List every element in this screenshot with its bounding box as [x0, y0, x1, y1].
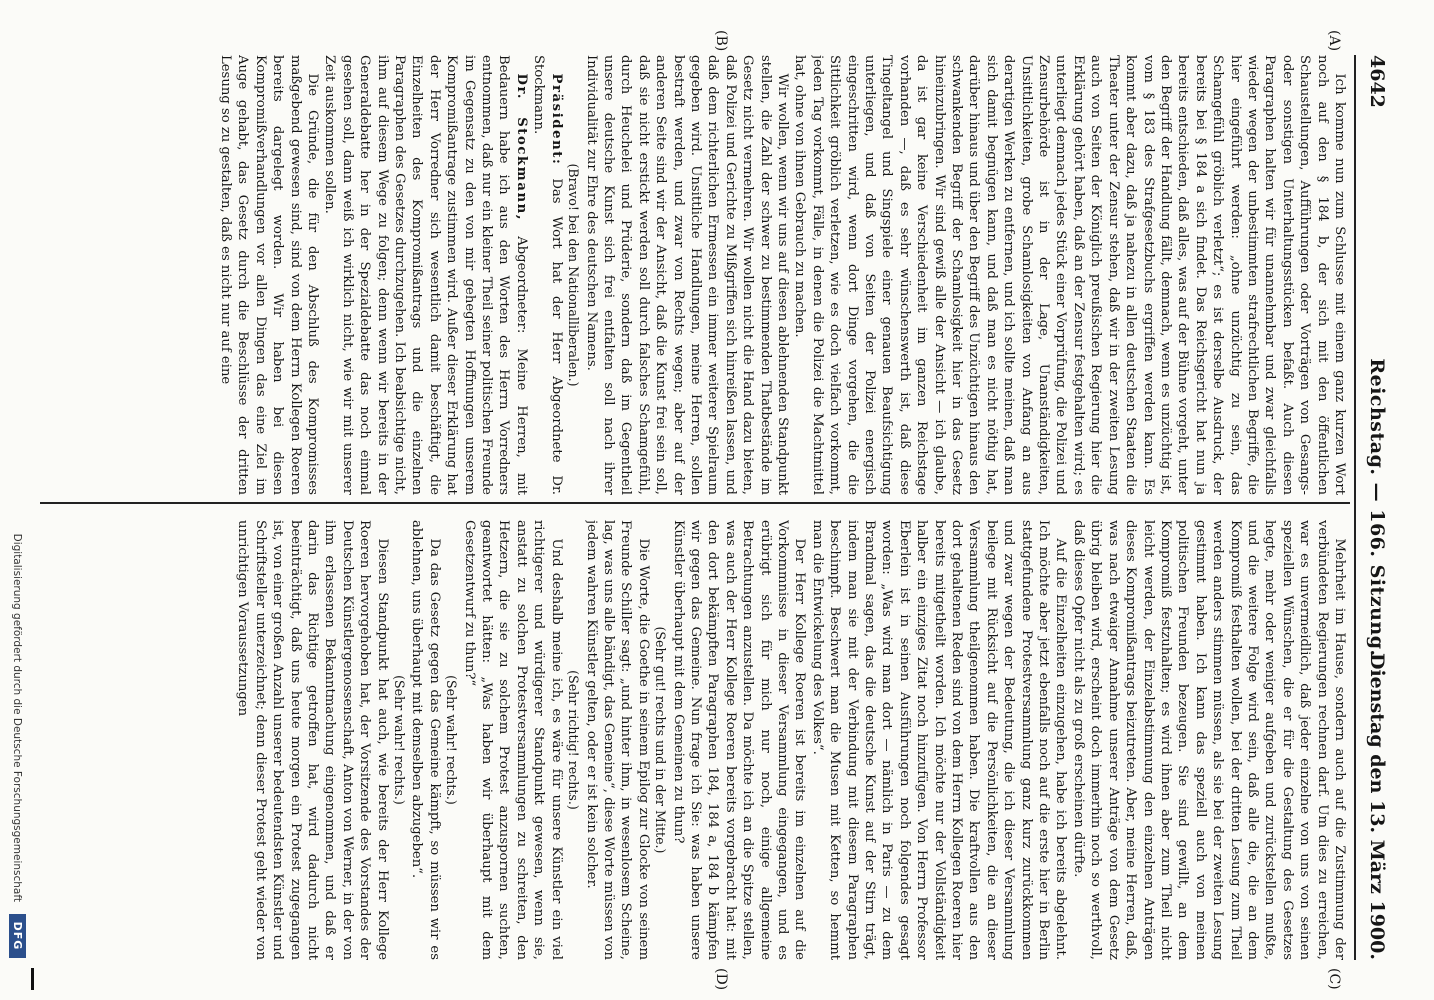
header-rule: [1354, 55, 1356, 960]
funding-credit: Digitalisierung gefördert durch die Deutsche Forschungsgemeinschaft: [11, 533, 23, 902]
column-divider: [40, 502, 1350, 504]
dfg-logo: DFG: [9, 914, 26, 958]
page-header: [1360, 55, 1390, 960]
paragraph: Die Worte, die Goethe in seinem Epilog zur Glocke von seinem Freunde Schiller sagt: „und hinter ihm, in wesenlosem Scheine, lag, was uns alle bändigt, das Gemeine“, diese Worte müssen von jedem wahren Künstler gelten, oder er ist kein solcher.: [583, 520, 651, 960]
paragraph: Die Gründe, die für den Abschluß des Kompromisses maßgebend gewesen sind, sind von dem Herrn Kollegen Roeren bereits dargelegt worden. Wir haben bei diesen Kompromißverhandlungen vor allen Dingen das eine Ziel im Auge gehabt, das Gesetz durch die Beschlüsse der dritten Lesung so zu gestalten, daß es nicht nur auf eine: [218, 55, 321, 495]
paragraph: Diesen Standpunkt hat auch, wie bereits der Herr Kollege Roeren hervorgehoben hat, der Vorsitzende des Vorstandes der Deutschen Künstlergenossenschaft, Anton von Werner, in der von ihm erlassenen Bekanntmachung eingenommen, und daß er darin das Richtige getroffen hat, wird dadurch nicht beeinträchtigt, daß uns heute morgen ein Protest zugegangen ist, von einer großen Anzahl unserer bedeutendsten Künstler und Schriftsteller unterzeichnet; denn dieser Protest geht wieder von unrichtigen Voraussetzungen: [235, 520, 390, 960]
margin-letter-b: (B): [713, 30, 729, 52]
speaker-paragraph: [530, 55, 565, 495]
margin-letter-c: (C): [1326, 968, 1342, 990]
running-title: Reichstag. — 166. Sitzung.: [1366, 358, 1388, 657]
audience-reaction: (Sehr gut! rechts und in der Mitte.): [653, 626, 669, 854]
right-column: [48, 520, 1348, 960]
audience-reaction: (Bravo! bei den Nationalliberalen.): [566, 163, 582, 387]
audience-reaction: (Sehr wahr! rechts.): [392, 675, 408, 805]
page-number: 4642: [1366, 55, 1388, 108]
paragraph: Und deshalb meine ich, es wäre für unsere Künstler ein viel richtigerer und würdigerer Standpunkt gewesen, wenn sie, anstatt zu solchen Protestversammlungen zu schreiten, den Hetzern, die sie zu solchem Protest anzuspornen suchten, geantwortet hätten: „Was haben wir überhaupt mit dem Gesetzentwurf zu thun?“: [461, 520, 564, 960]
digitization-footer: [6, 40, 26, 960]
audience-reaction: (Sehr wahr! rechts.): [444, 675, 460, 805]
scan-mark: [31, 968, 34, 990]
paragraph: Mehrheit im Hause, sondern auch auf die Zustimmung der verbündeten Regierungen rechnen darf. Um dies zu erreichen, war es unvermeidlich, daß jeder einzelne von uns von seinen speziellen Wünschen, die er für die Gestaltung des Gesetzes hegte, mehr oder weniger aufgeben und zurückstellen mußte, und die weitere Folge wird sein, daß alle die, die an dem Kompromiß festhalten wollen, bei der dritten Lesung zum Theil werden anders stimmen müssen, als sie bei der zweiten Lesung gestimmt haben. Ich kann das speziell auch von meinen politischen Freunden bezeugen. Sie sind gewillt, an dem Kompromiß festzuhalten; es wird ihnen aber zum Theil nicht leicht werden, der Einzelabstimmung den einzelnen Anträgen dieses Kompromißantrags beizutreten. Aber, meine Herren, daß, was nach etwaiger Annahme unserer Anträge von dem Gesetz übrig bleiben wird, erscheint doch immerhin noch so werthvoll, daß dieses Opfer nicht als zu groß erscheinen dürfte.: [1070, 520, 1347, 960]
paragraph: Der Herr Kollege Roeren ist bereits im einzelnen auf die Vorkommnisse in dieser Versammlung eingegangen, und es erübrigt sich für mich nur noch, einige allgemeine Betrachtungen anzustellen. Da möchte ich an die Spitze stellen, was auch der Herr Kollege Roeren bereits vorgebracht hat: mit den dort bekämpften Paragraphen 184, 184 a, 184 b kämpfen wir gegen das Gemeine. Nun frage ich Sie: was haben unsere Künstler überhaupt mit dem Gemeinen zu thun?: [670, 520, 808, 960]
paragraph: Auf die Einzelheiten einzugehen, habe ich bereits abgelehnt. Ich möchte aber jetzt ebenfalls noch auf die erste hier in Berlin stattgefundene Protestversammlung ganz kurz zurückkommen und zwar wegen der Bedeutung, die ich dieser Versammlung beilege mit Rücksicht auf die Persönlichkeiten, die an dieser Versammlung theilgenommen haben. Die kraftvollen aus den dort gehaltenen Reden sind von dem Herrn Kollegen Roeren hier bereits mitgetheilt worden. Ich möchte nur der Vollständigkeit halber ein einziges Zitat noch hinzufügen. Von Herrn Professor Eberlein ist in seinen Ausführungen noch folgendes gesagt worden: „Was wird man dort — nämlich in Paris — zu dem Brandmal sagen, das die deutsche Kunst auf der Stirn trägt, indem man sie mit der Verbindung mit diesem Paragraphen beschimpft. Beschwert man die Musen mit Ketten, so hemmt man die Entwickelung des Volkes“.: [809, 520, 1069, 960]
paragraph: Ich komme nun zum Schlusse mit einem ganz kurzen Wort noch auf den § 184 b, der sich mit den öffentlichen Schaustellungen, Aufführungen oder Vorträgen von Gesangs- oder sonstigen Unterhaltungsstücken befaßt. Auch diesen Paragraphen halten wir für unannehmbar und zwar gleichfalls wieder wegen der unbestimmten strafrechtlichen Begriffe, die hier eingeführt werden: „ohne unzüchtig zu sein, das Schamgefühl gröblich verletzt“; es ist derselbe Ausdruck, der bereits bei § 184 a sich findet. Das Reichsgericht hat nun ja bereits entschieden, daß alles, was auf der Bühne vorgeht, unter den Begriff der Handlung fällt, demnach, wenn es unzüchtig ist, vom § 183 des Strafgesetzbuchs ergriffen werden kann. Es kommt aber dazu, daß ja nahezu in allen deutschen Staaten die Theater unter der Zensur stehen, daß wir in der zweiten Lesung auch von Seiten der Königlich preußischen Regierung hier die Erklärung gehört haben, daß an der Zensur festgehalten wird; es unterliegt demnach jedes Stück einer Vorprüfung, die Polizei und Zensurbehörde ist in der Lage, Unanständigkeiten, Unsittlichkeiten, grobe Schamlosigkeiten von Anfang an aus derartigen Werken zu entfernen, und ich sollte meinen, daß man sich damit begnügen kann, und daß man es nicht nöthig hat, darüber hinaus und über den Begriff des Unzüchtigen hinaus den schwankenden Begriff der Schamlosigkeit hier in das Gesetz hineinzubringen. Wir sind gewiß alle der Ansicht — ich glaube, da ist gar keine Verschiedenheit im ganzen Reichstage vorhanden —, daß es sehr wünschenswerth ist, daß diese Tingeltangel und Singspiele einer genauen Beaufsichtigung unterliegen, und daß von Seiten der Polizei energisch eingeschritten wird, wenn dort Dinge vorgehen, die die Sittlichkeit gröblich verletzen, wie es doch vielfach vorkommt, jeden Tag vorkommt, Fälle, in denen die Polizei die Machtmittel hat, ohne von ihnen Gebrauch zu machen.: [792, 55, 1347, 495]
audience-reaction: (Sehr richtig! rechts.): [566, 670, 582, 810]
left-column: [48, 55, 1348, 495]
speaker-name: Präsident:: [548, 73, 564, 166]
speaker-name: Dr. Stockmann,: [513, 73, 529, 222]
speech-text: Meine Herren, mit Bedauern habe ich aus den Worten des Herrn Vorredners entnommen, daß nur ein kleiner Theil seiner politischen Freunde im Gegensatz zu den von mir gehegten Hoffnungen unserem Kompromißantrage zustimmen wird. Außer dieser Erklärung hat der Herr Vorredner sich wesentlich damit beschäftigt, die Einzelheiten des Kompromißantrags und die einzelnen Paragraphen des Gesetzes durchzugehen. Ich beabsichtige nicht, ihm auf diesem Wege zu folgen; denn wenn wir bereits in der Generaldebatte her in der Spezialdebatte das noch einmal gesehen soll, dann weiß ich wirklich nicht, wie wir mit unserer Zeit auskommen sollen.: [322, 55, 529, 495]
paragraph: Da das Gesetz gegen das Gemeine kämpft, so müssen wir es ablehnen, uns überhaupt mit demselben abzugeben“.: [409, 520, 442, 960]
speaker-paragraph: [321, 55, 530, 495]
margin-letter-d: (D): [713, 968, 729, 991]
session-date: Dienstag den 13. März 1900.: [1366, 652, 1388, 960]
speaker-role: Abgeordneter:: [513, 236, 529, 334]
speech-text: Das Wort hat der Herr Abgeordnete Dr. Stockmann.: [531, 55, 564, 495]
margin-letter-a: (A): [1326, 30, 1342, 52]
paragraph: Wir wollen, wenn wir uns auf diesen ablehnenden Standpunkt stellen, die Zahl der schwer zu bestimmenden Thatbestände im Gesetz nicht vermehren. Wir wollen nicht die Hand dazu bieten, daß Polizei und Gerichte zu Mißgriffen sich hinreißen lassen, und daß dem richterlichen Ermessen ein immer weiterer Spielraum gegeben wird. Unsittliche Handlungen, meine Herren, sollen bestraft werden, und zwar von Rechts wegen; aber auf der anderen Seite sind wir der Ansicht, daß die Kunst frei sein soll, daß sie nicht erstickt werden soll durch falsches Schamgefühl, durch Heuchelei und Prüderie, sondern daß im Gegentheil unsere deutsche Kunst sich frei entfalten soll nach ihrer Individualität zur Ehre des deutschen Namens.: [583, 55, 790, 495]
